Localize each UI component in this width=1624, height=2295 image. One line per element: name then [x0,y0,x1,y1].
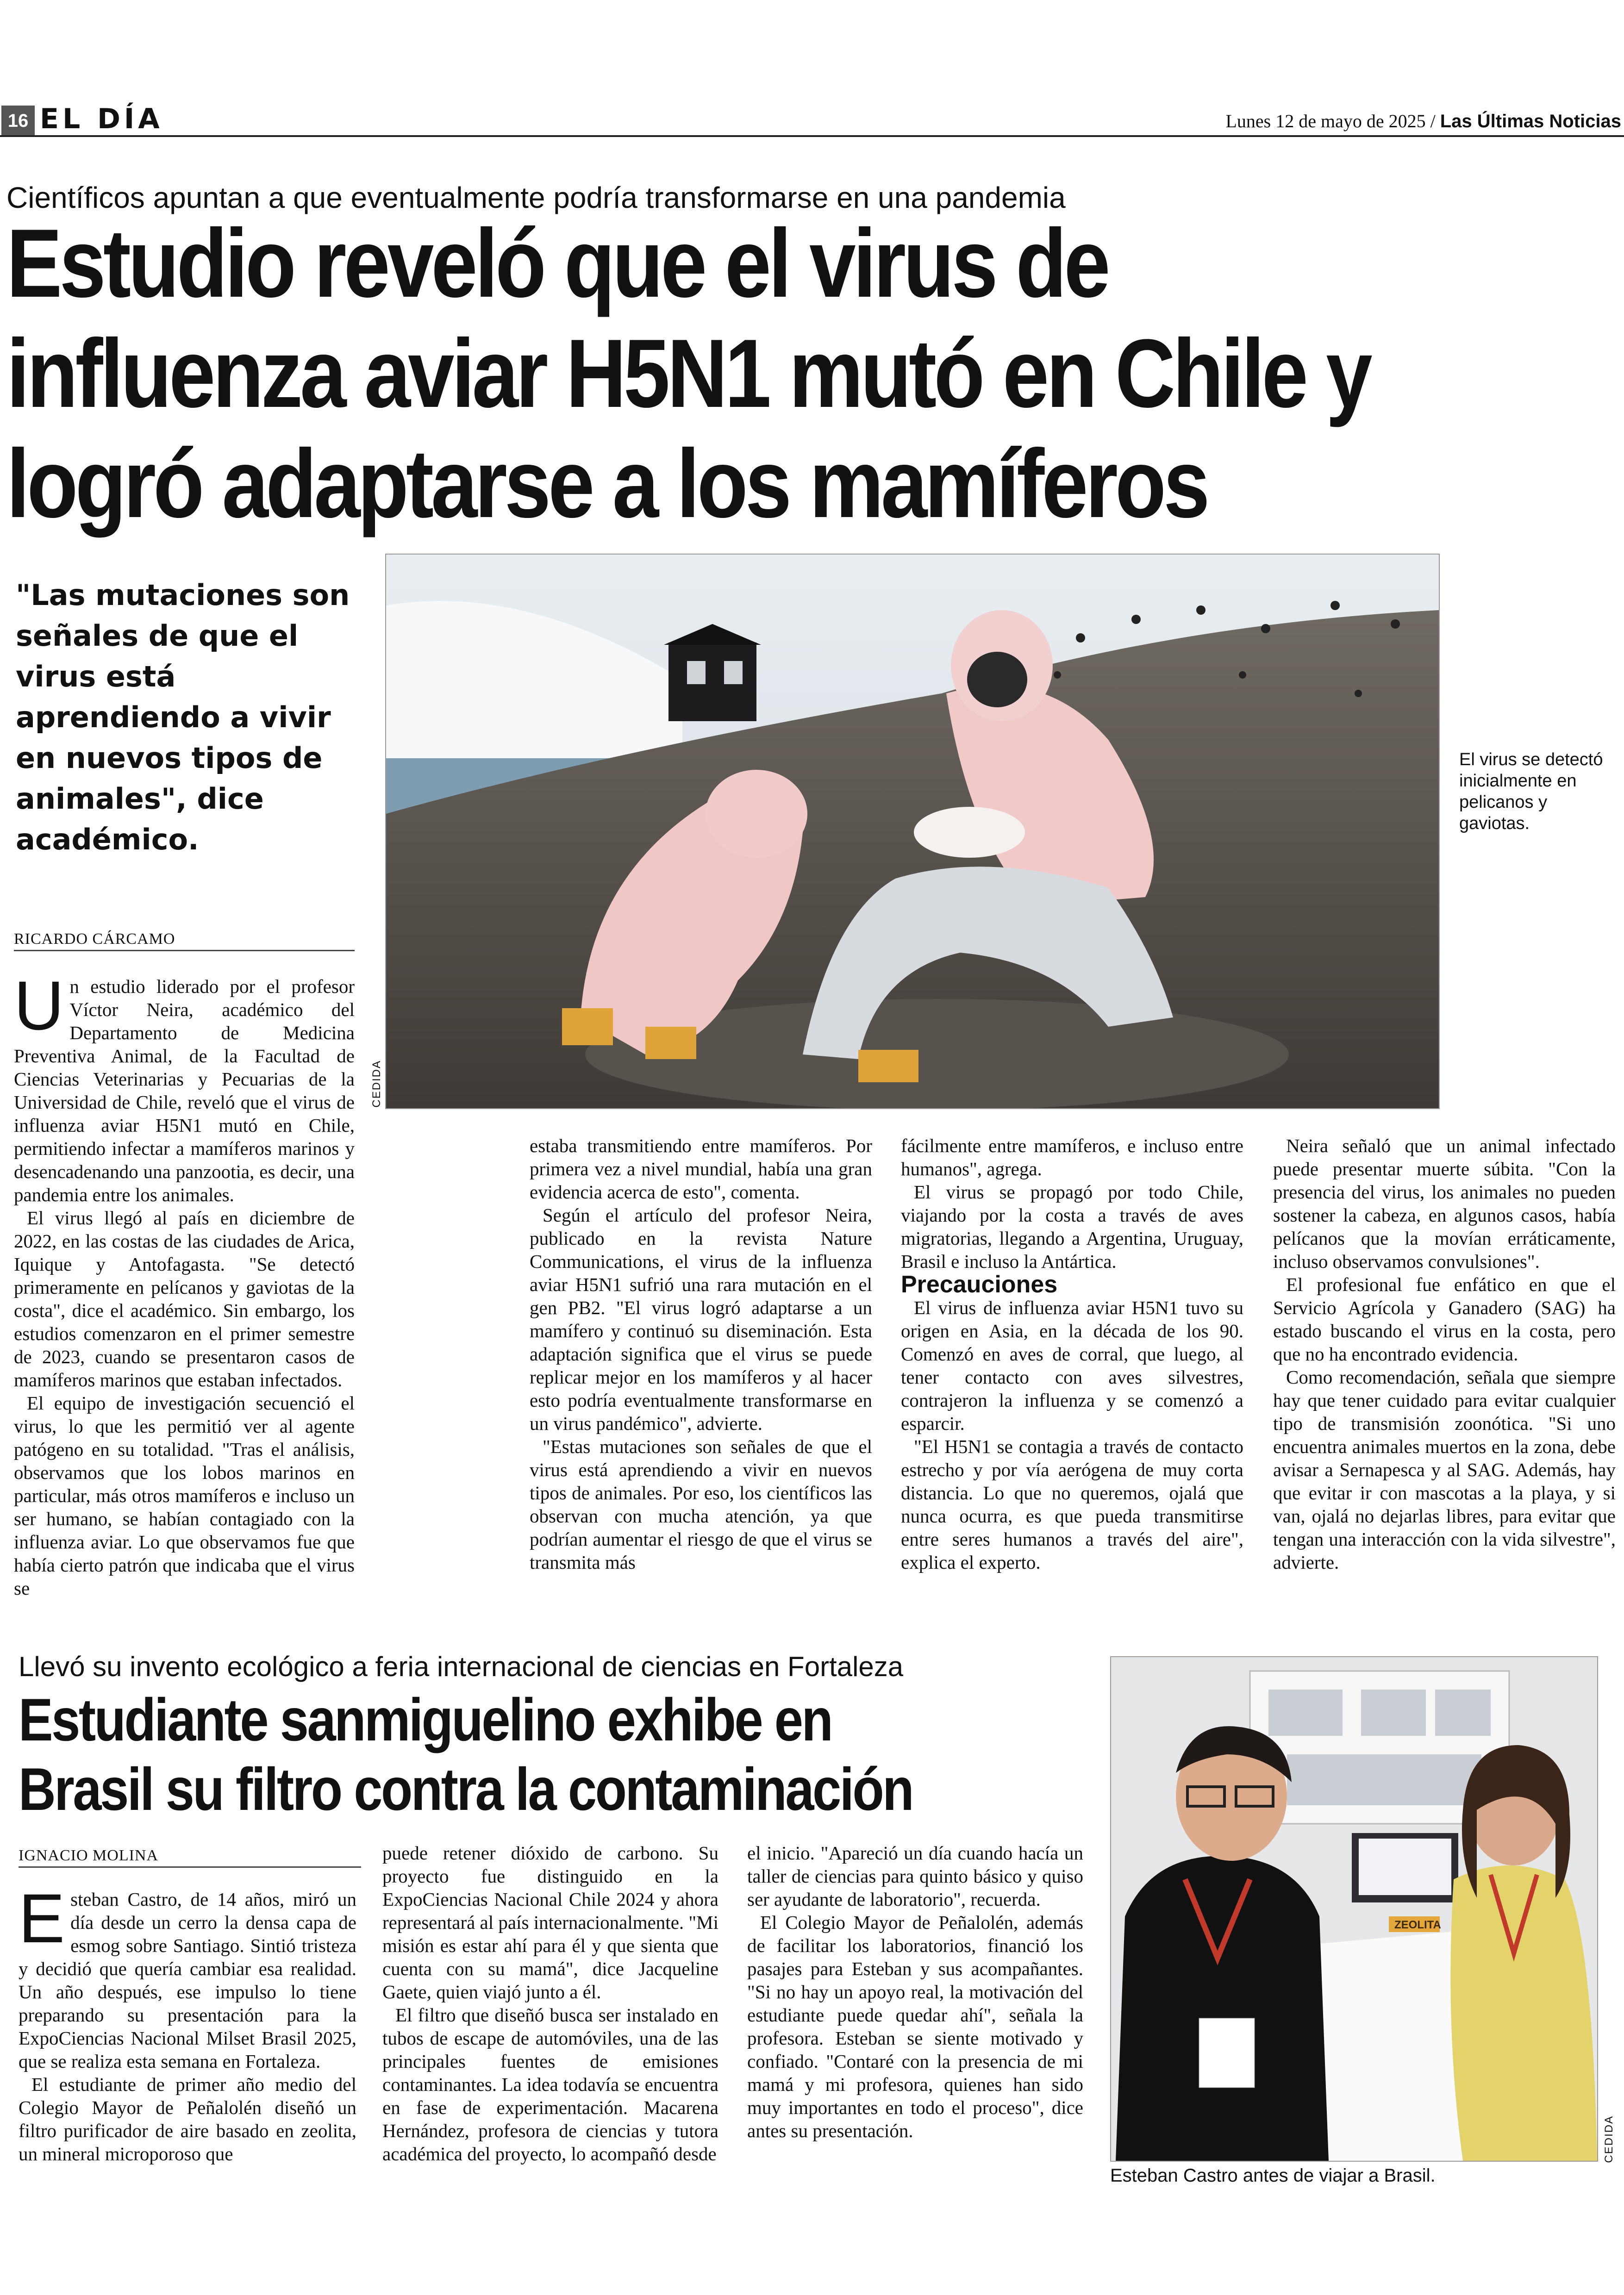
paragraph: El estudiante de primer año medio del Colegio Mayor de Peñalolén diseñó un filtro purificador de aire basado en zeolita, un mineral microporoso que [19,2074,356,2164]
article1-col4 [1273,1134,1616,1574]
dateline [1225,110,1621,132]
article2-col1 [19,1879,356,2165]
article2-byline: IGNACIO MOLINA [19,1847,159,1864]
header-rule [0,135,1624,137]
paragraph: estaba transmitiendo entre mamíferos. Por primera vez a nivel mundial, había una gran evidencia acerca de esto", comenta. [530,1135,872,1203]
paragraph [19,1879,356,2073]
article2-col3 [747,1841,1083,2142]
article1-byline: RICARDO CÁRCAMO [14,930,175,948]
photo1-credit: CEDIDA [370,1060,383,1108]
paragraph: El Colegio Mayor de Peñalolén, además de facilitar los laboratorios, financió los pasajes para Esteban y sus acompañantes. "Si no hay un apoyo real, la motivación del estudiante puede quedar ahí", señala la profesora. Esteban se siente motivado y confiado. "Contaré con la presencia de mi mamá y mi profesora, quienes han sido muy importantes en todo el proceso", dice antes su presentación. [747,1912,1083,2141]
paragraph: El virus de influenza aviar H5N1 tuvo su origen en Asia, en la década de los 90. Comenzó en aves de corral, que luego, al tener contacto con aves silvestres, contrajeron la influenza y se comenzó a esparcir. [901,1297,1243,1434]
subhead-precauciones: Precauciones [901,1271,1058,1298]
photo2-credit: CEDIDA [1603,2115,1615,2163]
photo2-illustration [1111,1657,1597,2161]
paragraph [14,967,355,1206]
paragraph: "Estas mutaciones son señales de que el virus está aprendiendo a vivir en nuevos tipos de animales. Por eso, los científicos las observan con mucha atención, ya que podrían aumentar el riesgo de que el virus se transmita más [530,1436,872,1573]
issue-date: Lunes 12 de mayo de 2025 [1225,111,1426,131]
byline-rule [14,950,355,951]
photo1-caption: El virus se detectó inicialmente en pelicanos y gaviotas. [1459,750,1603,833]
article1-col3 [901,1134,1243,1574]
article2-kicker: Llevó su invento ecológico a feria internacional de ciencias en Fortaleza [19,1651,904,1682]
article1-headline: Estudio reveló que el virus de influenza aviar H5N1 mutó en Chile y logró adaptarse a los mamíferos [6,209,1370,538]
paragraph: Según el artículo del profesor Neira, publicado en la revista Nature Communications, el virus de la influenza aviar H5N1 sufrió una rara mutación en el gen PB2. "El virus logró adaptarse a un mamífero y continuó su diseminación. Esta adaptación significa que el virus se puede replicar mejor en los mamíferos y al hacer esto podría eventualmente transformarse en un virus pandémico", advierte. [530,1204,872,1434]
article1-kicker: Científicos apuntan a que eventualmente podría transformarse en una pandemia [6,181,1066,214]
student-exhibit-photo [1110,1656,1598,2162]
photo-illustration [386,555,1439,1108]
photo2-caption: Esteban Castro antes de viajar a Brasil. [1110,2165,1436,2186]
paragraph-text: steban Castro, de 14 años, miró un día desde un cerro la densa capa de esmog sobre Santiago. Sintió tristeza y decidió que quería cambiar esa realidad. Un año después, ese impulso lo tiene preparando su presentación para la ExpoCiencias Nacional Milset Brasil 2025, que se realiza esta semana en Fortaleza. [19,1889,356,2072]
paragraph-text: n estudio liderado por el profesor Víctor Neira, académico del Departamento de Medicina Preventiva Animal, de la Facultad de Ciencias Veterinarias y Pecuarias de la Universidad de Chile, reveló que el virus de influenza aviar H5N1 mutó en Chile, permitiendo infectar a mamíferos marinos y desencadenando una panzootia, es decir, una pandemia entre los animales. [14,976,355,1205]
page-number: 16 [1,106,35,136]
dropcap: U [14,967,64,1044]
paragraph: Como recomendación, señala que siempre hay que tener cuidado para evitar cualquier tipo de transmisión zoonótica. "Si uno encuentra animales muertos en la zona, debe avisar a Sernapesca y al SAG. Además, hay que evitar ir con mascotas a la playa, y si van, ojalá no dejarlas libres, para evitar que tengan una interacción con la vida silvestre", advierte. [1273,1366,1616,1573]
paragraph: El equipo de investigación secuenció el virus, lo que les permitió ver al agente patógeno en su totalidad. "Tras el análisis, observamos que los lobos marinos en particular, más otros mamíferos e incluso un ser humano, se habían contagiado con la influenza aviar. Lo que observamos fue que había cierto patrón que indicaba que el virus se [14,1392,355,1599]
zeolita-label: ZEOLITA [1394,1919,1441,1931]
publication-name: Las Últimas Noticias [1440,111,1621,131]
paragraph: "El H5N1 se contagia a través de contacto estrecho y por vía aerógena de muy corta distancia. Lo que no queremos, ojalá que nunca ocurra, es que pueda transmitirse entre seres humanos a través del aire", explica el experto. [901,1436,1243,1573]
dateline-separator: / [1430,111,1436,131]
dropcap: E [19,1879,65,1957]
article2-col2 [382,1841,718,2165]
paragraph: El filtro que diseñó busca ser instalado en tubos de escape de automóviles, una de las principales fuentes de emisiones contaminantes. La idea todavía se encuentra en fase de experimentación. Macarena Hernández, profesora de ciencias y tutora académica del proyecto, lo acompañó desde [382,2004,718,2164]
byline-rule [19,1866,361,1868]
paragraph: puede retener dióxido de carbono. Su proyecto fue distinguido en la ExpoCiencias Nacional Chile 2024 y ahora representará al país internacionalmente. "Mi misión es estar ahí para él y que sienta que cuenta con su mamá", dice Jacqueline Gaete, quien viajó junto a él. [382,1842,718,2002]
paragraph: fácilmente entre mamíferos, e incluso entre humanos", agrega. [901,1135,1243,1179]
article1-col2 [530,1134,872,1574]
article1-col1 [14,967,355,1600]
paragraph: El virus llegó al país en diciembre de 2022, en las costas de las ciudades de Arica, Iquique y Antofagasta. "Se detectó primeramente en pelícanos y gaviotas de la costa", dice el académico. Sin embargo, los estudios comenzaron en el primer semestre de 2023, cuando se presentaron casos de mamíferos marinos que estaban infectados. [14,1207,355,1391]
paragraph: El profesional fue enfático en que el Servicio Agrícola y Ganadero (SAG) ha estado buscando el virus en la costa, pero que no ha encontrado evidencia. [1273,1274,1616,1365]
paragraph: el inicio. "Apareció un día cuando hacía un taller de ciencias para quinto básico y quiso ser ayudante de laboratorio", recuerda. [747,1842,1083,1910]
paragraph: Neira señaló que un animal infectado puede presentar muerte súbita. "Con la presencia del virus, los animales no pueden sostener la cabeza, en algunos casos, había pelícanos que la movían erráticamente, incluso observamos convulsiones". [1273,1135,1616,1272]
pull-quote: "Las mutaciones son señales de que el virus está aprendiendo a vivir en nuevos tipos de animales", dice académico. [16,578,350,856]
paragraph: El virus se propagó por todo Chile, viajando por la costa a través de aves migratorias, llegando a Argentina, Uruguay, Brasil e incluso la Antártica. [901,1181,1243,1272]
article2-headline: Estudiante sanmiguelino exhibe en Brasil su filtro contra la contaminación [19,1686,913,1823]
antarctic-researchers-photo [385,554,1440,1109]
section-title: EL DÍA [40,103,163,135]
